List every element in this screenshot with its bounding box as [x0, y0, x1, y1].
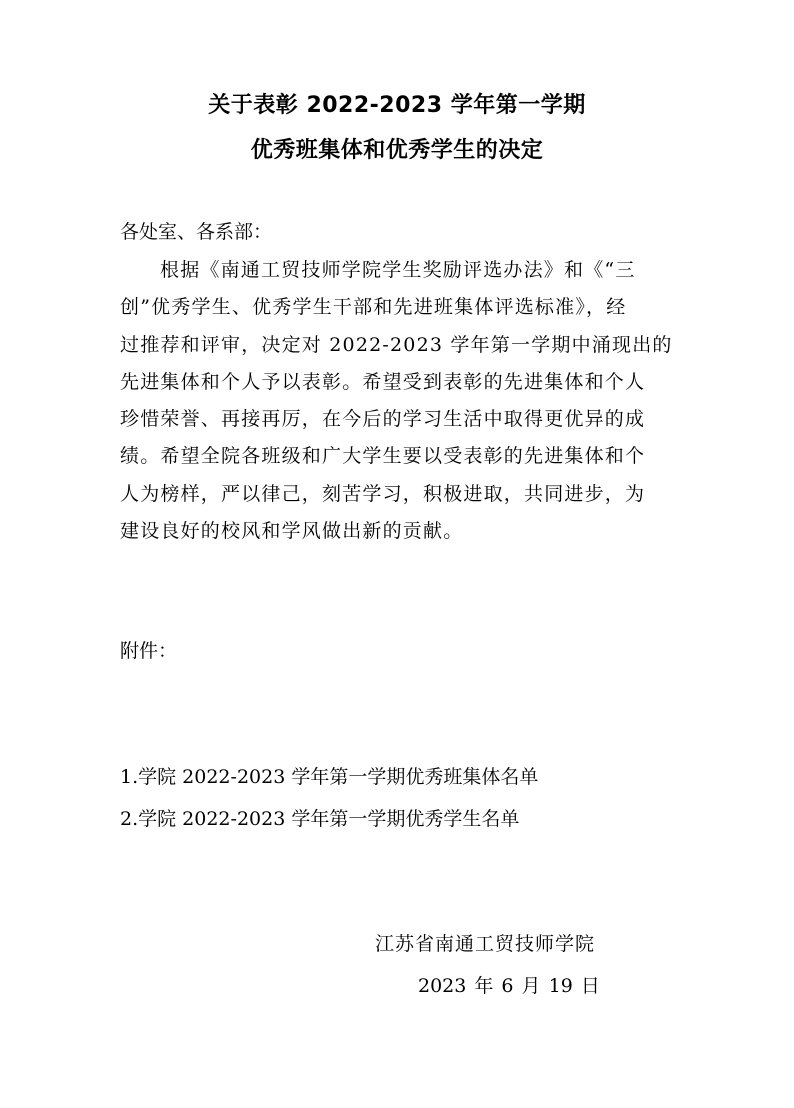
body-line: 建设良好的校风和学风做出新的贡献。 — [120, 520, 464, 543]
signature-organization: 江苏省南通工贸技师学院 — [375, 933, 596, 955]
attachment-item: 1.学院 2022-2023 学年第一学期优秀班集体名单 — [120, 766, 539, 788]
attachment-item: 2.学院 2022-2023 学年第一学期优秀学生名单 — [120, 808, 520, 830]
body-line: 根据《南通工贸技师学院学生奖励评选办法》和《“三 — [160, 259, 636, 281]
document-title-line-2: 优秀班集体和优秀学生的决定 — [250, 138, 544, 163]
body-paragraph — [120, 252, 676, 550]
attachment-label: 附件： — [120, 640, 178, 662]
body-line: 绩。希望全院各班级和广大学生要以受表彰的先进集体和个 — [120, 445, 646, 468]
salutation: 各处室、各系部： — [120, 221, 273, 243]
body-line: 过推荐和评审，决定对 2022-2023 学年第一学期中涌现出的 — [120, 333, 673, 356]
body-line: 人为榜样，严以律己，刻苦学习，积极进取，共同进步，为 — [120, 482, 646, 505]
signature-date: 2023 年 6 月 19 日 — [418, 975, 600, 997]
body-line: 珍惜荣誉、再接再厉，在今后的学习生活中取得更优异的成 — [120, 408, 646, 431]
body-line: 先进集体和个人予以表彰。希望受到表彰的先进集体和个人 — [120, 370, 646, 393]
body-line: 创”优秀学生、优秀学生干部和先进班集体评选标准》，经 — [120, 296, 627, 319]
document-title-line-1: 关于表彰 2022-2023 学年第一学期 — [208, 93, 586, 118]
